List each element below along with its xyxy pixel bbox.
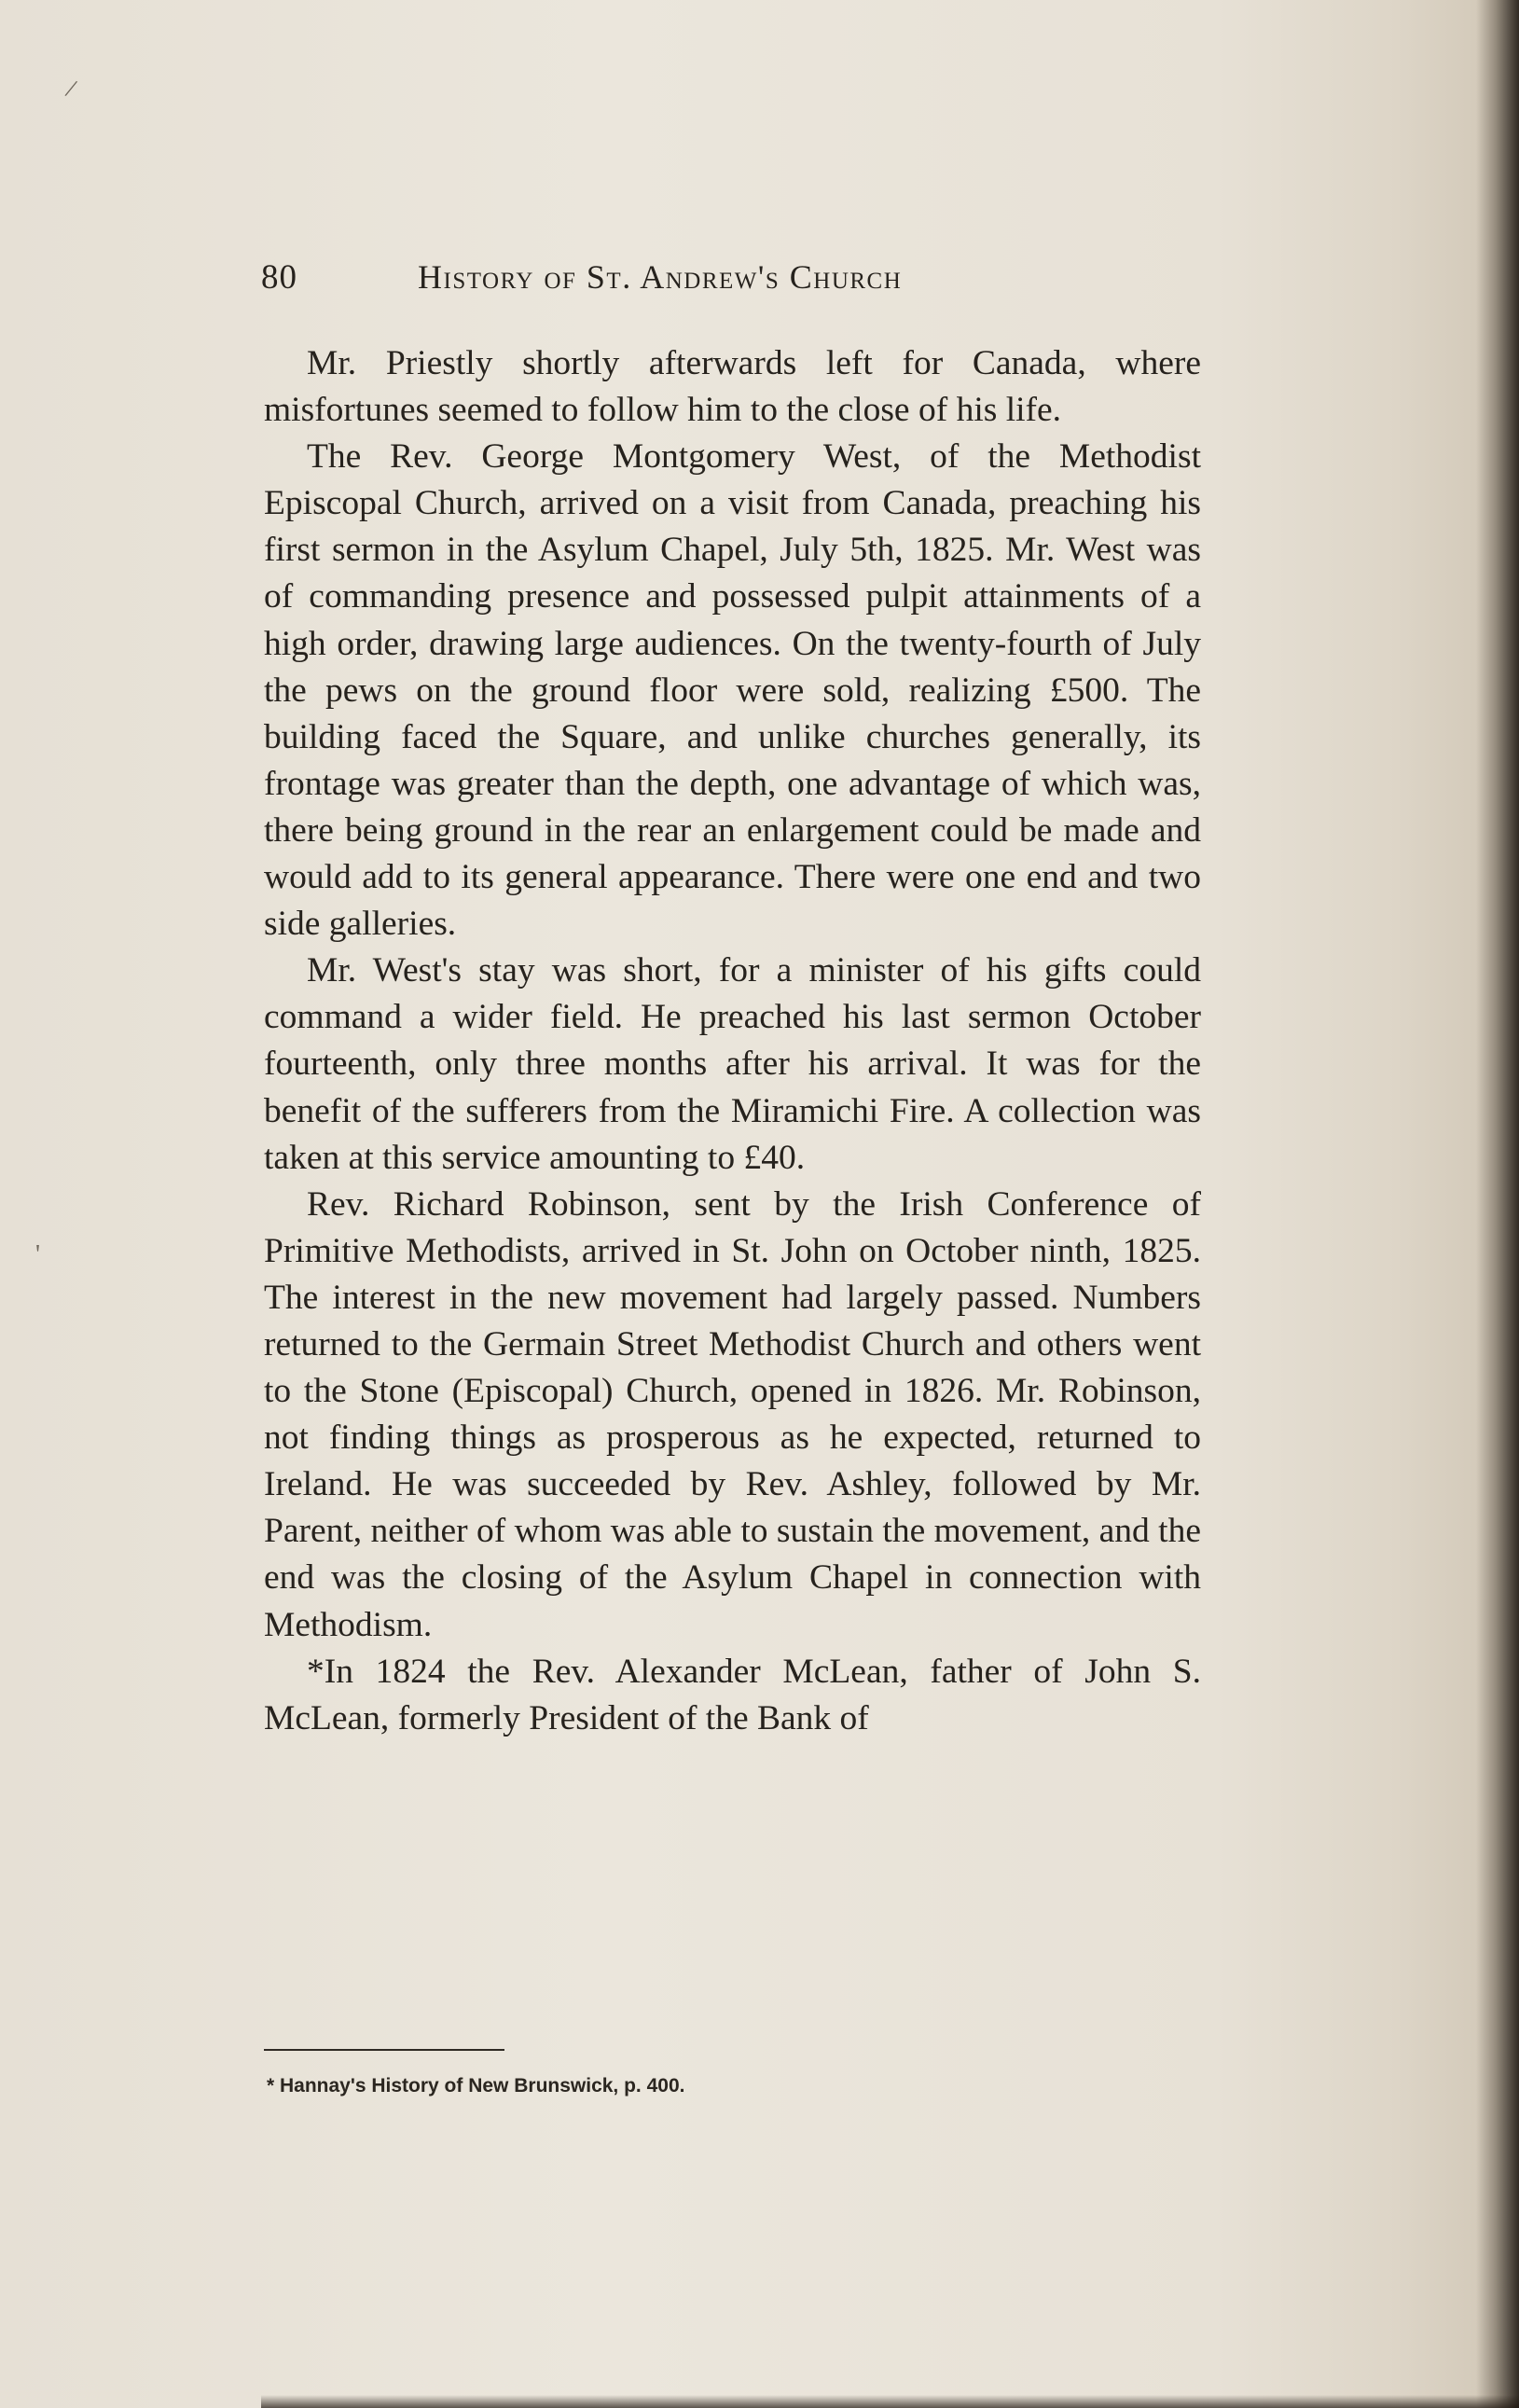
- page-number: 80: [261, 258, 297, 297]
- footnote: * Hannay's History of New Brunswick, p. 400.: [267, 2075, 685, 2097]
- running-header: [261, 250, 1198, 306]
- pencil-mark: /: [62, 74, 80, 104]
- margin-mark: ': [35, 1240, 41, 1269]
- spine-shadow: [1476, 0, 1519, 2408]
- paragraph: Rev. Richard Robinson, sent by the Irish Conference of Primitive Methodists, arrived in St. John on October ninth, 1825. The interest in the new movement had largely passed. Numbers returned to the Germain Street Methodist Church and others went to the Stone (Episcopal) Church, opened in 1826. Mr. Robinson, not finding things as prosperous as he expected, returned to Ireland. He was succeeded by Rev. Ashley, followed by Mr. Parent, neither of whom was able to sustain the movement, and the end was the closing of the Asylum Chapel in connection with Methodism.: [264, 1184, 1201, 1644]
- body-text: [264, 340, 1201, 1742]
- page-bottom-edge: [261, 2395, 1519, 2408]
- running-title: History of St. Andrew's Church: [418, 258, 903, 296]
- paragraph: *In 1824 the Rev. Alexander McLean, father of John S. McLean, formerly President of the Bank of: [264, 1652, 1201, 1737]
- footnote-rule: [264, 2049, 504, 2051]
- paragraph: Mr. West's stay was short, for a minister of his gifts could command a wider field. He preached his last sermon October fourteenth, only three months after his arrival. It was for the benefit of the sufferers from the Miramichi Fire. A collection was taken at this service amounting to £40.: [264, 951, 1201, 1177]
- paragraph: Mr. Priestly shortly afterwards left for Canada, where misfortunes seemed to follow him to the close of his life.: [264, 344, 1201, 430]
- paragraph: The Rev. George Montgomery West, of the Methodist Episcopal Church, arrived on a visit from Canada, preaching his first sermon in the Asylum Chapel, July 5th, 1825. Mr. West was of commanding presence and possessed pulpit attainments of a high order, drawing large audiences. On the twenty-fourth of July the pews on the ground floor were sold, realizing £500. The building faced the Square, and unlike churches generally, its frontage was greater than the depth, one advantage of which was, there being ground in the rear an enlargement could be made and would add to its general appearance. There were one end and two side galleries.: [264, 437, 1201, 944]
